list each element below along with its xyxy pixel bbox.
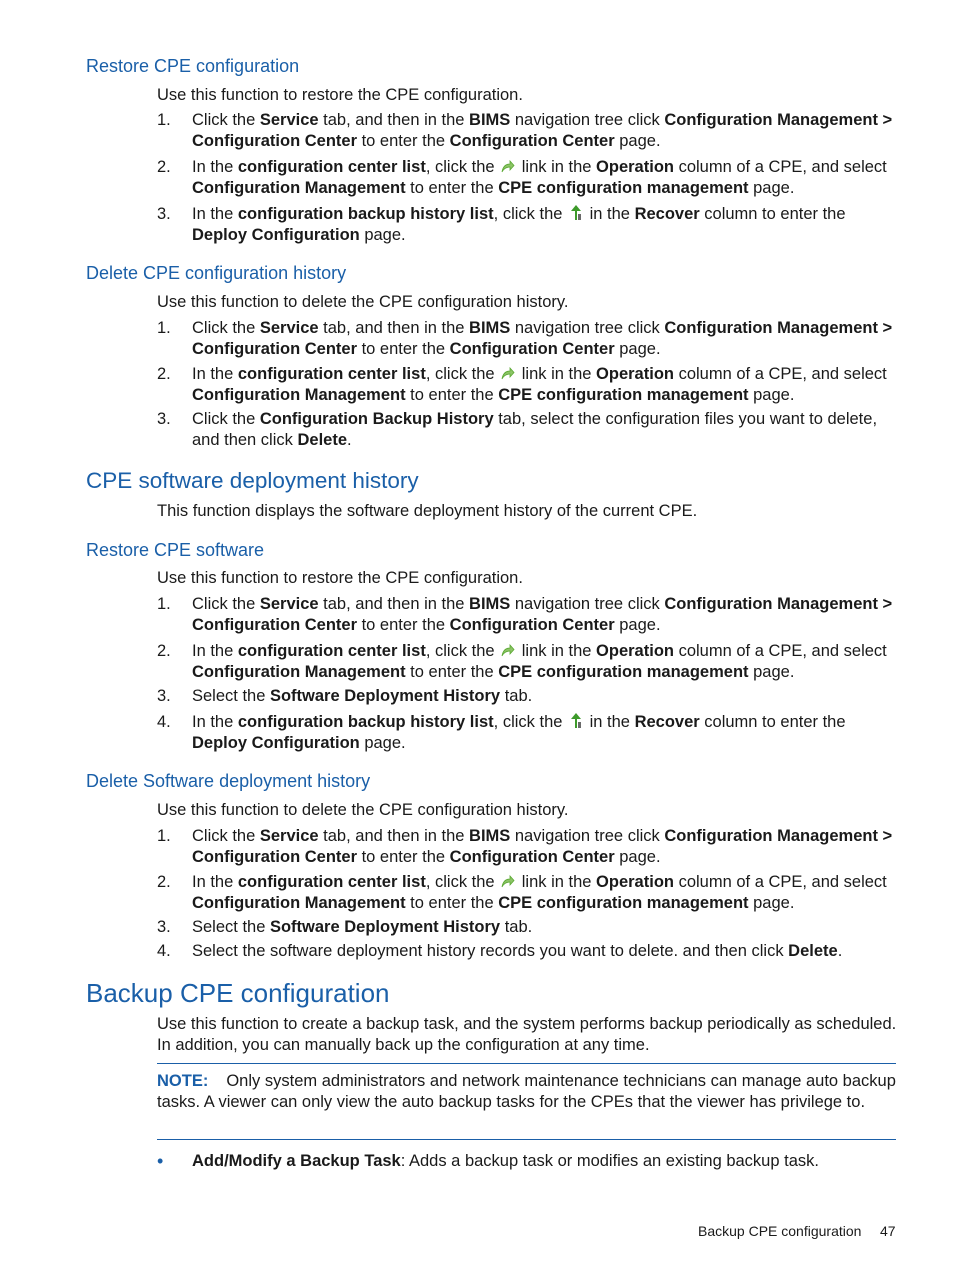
heading-delete-software-deployment-history: Delete Software deployment history [86, 771, 371, 791]
step-text: Select the Software Deployment History tab. [192, 918, 533, 936]
step-text: Click the Service tab, and then in the BIMS navigation tree click Configuration Management > Configuration Center to enter the Configuration Center page. [192, 827, 893, 866]
step-number: 1. [157, 111, 171, 129]
step-number: 1. [157, 319, 171, 337]
recover-icon [570, 712, 582, 729]
heading-restore-cpe-configuration: Restore CPE configuration [86, 56, 300, 76]
bullet-text: Add/Modify a Backup Task: Adds a backup task or modifies an existing backup task. [192, 1152, 819, 1170]
heading-restore-cpe-software: Restore CPE software [86, 540, 265, 560]
intro-text: Use this function to create a backup task, and the system performs backup periodically as scheduled. In addition, you can manually back up the configuration at any time. [157, 1015, 897, 1054]
note-bottom-rule [157, 1139, 896, 1140]
page-number: 47 [880, 1223, 896, 1239]
green-arrow-icon [501, 644, 515, 657]
step-number: 4. [157, 713, 171, 731]
recover-icon [570, 204, 582, 221]
step-text: Click the Service tab, and then in the BIMS navigation tree click Configuration Management > Configuration Center to enter the Configuration Center page. [192, 111, 893, 150]
heading-backup-cpe-configuration: Backup CPE configuration [86, 978, 390, 1008]
step-text: Click the Configuration Backup History tab, select the configuration files you want to delete, and then click Delete. [192, 410, 878, 449]
step-text: Select the Software Deployment History tab. [192, 687, 533, 705]
step-number: 3. [157, 918, 171, 936]
step-number: 2. [157, 365, 171, 383]
step-text: Select the software deployment history records you want to delete. and then click Delete. [192, 942, 843, 960]
step-number: 3. [157, 410, 171, 428]
step-text: In the configuration center list, click the link in the Operation column of a CPE, and select Configuration Management to enter the CPE configuration management page. [192, 365, 887, 404]
note-text: Only system administrators and network maintenance technicians can manage auto backup tasks. A viewer can only view the auto backup tasks for the CPEs that the viewer has privilege to. [157, 1072, 896, 1111]
green-arrow-icon [501, 875, 515, 888]
step-text: Click the Service tab, and then in the BIMS navigation tree click Configuration Management > Configuration Center to enter the Configuration Center page. [192, 319, 893, 358]
intro-text: Use this function to delete the CPE configuration history. [157, 801, 569, 819]
step-text: In the configuration center list, click the link in the Operation column of a CPE, and select Configuration Management to enter the CPE configuration management page. [192, 642, 887, 681]
intro-text: Use this function to restore the CPE configuration. [157, 86, 523, 104]
green-arrow-icon [501, 160, 515, 173]
intro-text: Use this function to delete the CPE configuration history. [157, 293, 569, 311]
note-label: NOTE: [157, 1072, 209, 1090]
green-arrow-icon [501, 367, 515, 380]
step-number: 2. [157, 873, 171, 891]
step-number: 4. [157, 942, 171, 960]
heading-cpe-software-deployment-history: CPE software deployment history [86, 468, 419, 493]
footer-section-title: Backup CPE configuration [698, 1223, 862, 1239]
intro-text: Use this function to restore the CPE configuration. [157, 569, 523, 587]
step-number: 2. [157, 642, 171, 660]
step-number: 2. [157, 158, 171, 176]
step-text: In the configuration center list, click the link in the Operation column of a CPE, and select Configuration Management to enter the CPE configuration management page. [192, 158, 887, 197]
bullet-marker: • [157, 1151, 164, 1171]
step-number: 3. [157, 687, 171, 705]
step-text: In the configuration backup history list, click the in the Recover column to enter the Deploy Configuration page. [192, 205, 846, 244]
note-box [157, 1071, 897, 1113]
heading-delete-cpe-configuration-history: Delete CPE configuration history [86, 263, 347, 283]
step-text: In the configuration center list, click the link in the Operation column of a CPE, and select Configuration Management to enter the CPE configuration management page. [192, 873, 887, 912]
step-number: 1. [157, 595, 171, 613]
note-top-rule [157, 1063, 896, 1064]
step-text: Click the Service tab, and then in the BIMS navigation tree click Configuration Management > Configuration Center to enter the Configuration Center page. [192, 595, 893, 634]
intro-text: This function displays the software deployment history of the current CPE. [157, 502, 698, 520]
step-number: 1. [157, 827, 171, 845]
step-text: In the configuration backup history list, click the in the Recover column to enter the Deploy Configuration page. [192, 713, 846, 752]
step-number: 3. [157, 205, 171, 223]
